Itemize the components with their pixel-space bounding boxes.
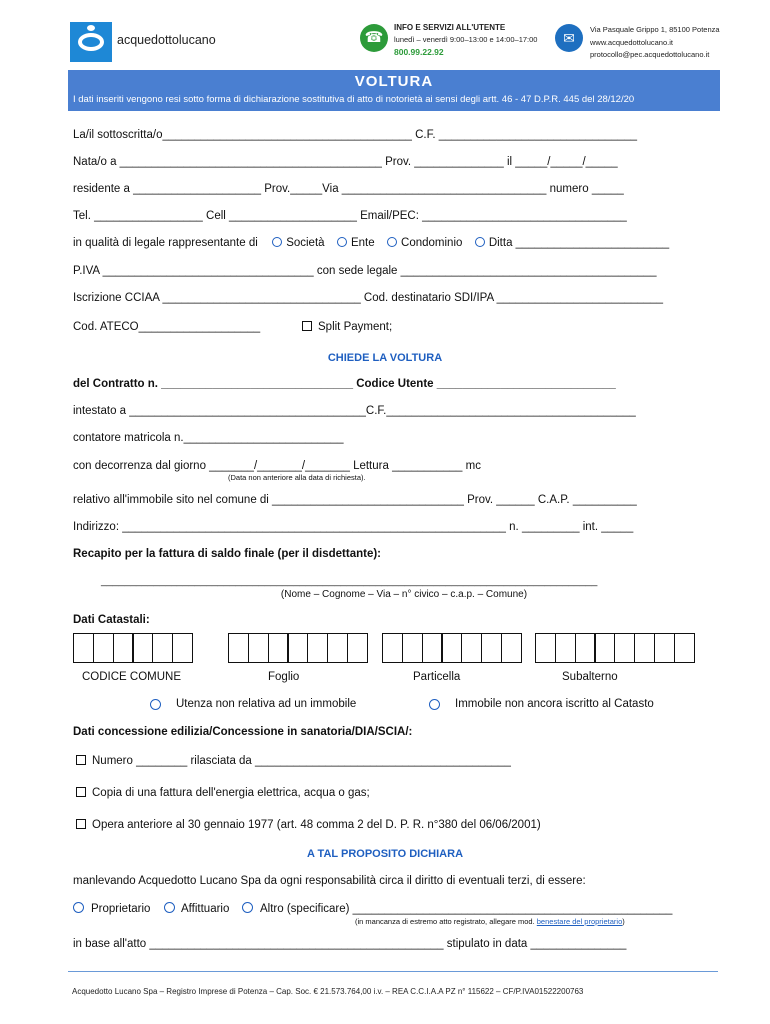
footer-divider [68, 971, 718, 972]
rappresentante-label: in qualità di legale rappresentante di [73, 237, 258, 249]
radio-ente[interactable]: Ente [337, 237, 375, 249]
checkbox-numero[interactable] [76, 755, 86, 765]
logo-text: acquedottolucano [117, 33, 216, 47]
recapito-label: Recapito per la fattura di saldo finale (per il disdettante): [73, 548, 381, 560]
title-banner [68, 70, 720, 111]
recapito-note: (Nome – Cognome – Via – n° civico – c.a.p. – Comune) [280, 589, 528, 600]
phone-icon: ☎ [360, 24, 388, 52]
footer-text: Acquedotto Lucano Spa – Registro Imprese di Potenza – Cap. Soc. € 21.573.764,00 i.v. – REA C.C.I.A.A PZ n° 115622 – CF/P.IVA01522200763 [72, 987, 584, 996]
label-codice-comune: CODICE COMUNE [82, 671, 182, 683]
label-proprietario: Proprietario [91, 903, 151, 915]
row-contatti[interactable]: Tel. _________________ Cell ____________________ Email/PEC: ________________________________ [73, 210, 627, 222]
particella-boxes[interactable] [382, 633, 521, 663]
concessione-opera-anteriore: Opera anteriore al 30 gennaio 1977 (art. 48 comma 2 del D. P. R. n°380 del 06/06/2001) [92, 819, 541, 831]
field-altro[interactable]: Altro (specificare) __________________________________________________ [260, 903, 673, 915]
radio-affittuario[interactable] [164, 902, 175, 913]
row-contatore[interactable]: contatore matricola n._________________________ [73, 432, 344, 444]
radio-ditta[interactable]: Ditta ________________________ [475, 237, 669, 249]
label-affittuario: Affittuario [181, 903, 230, 915]
decorrenza-note: (Data non anteriore alla data di richiesta). [228, 473, 366, 482]
radio-altro[interactable] [242, 902, 253, 913]
row-immobile[interactable]: relativo all'immobile sito nel comune di ______________________________ Prov. ______ C.A.P. __________ [73, 494, 637, 506]
subalterno-boxes[interactable] [535, 633, 694, 663]
info-title: INFO E SERVIZI ALL'UTENTE [394, 23, 506, 32]
codice-comune-boxes[interactable] [73, 633, 192, 663]
row-atto[interactable]: in base all'atto ______________________________________________ stipulato in data _______________ [73, 938, 627, 950]
concessione-numero[interactable]: Numero ________ rilasciata da ________________________________________ [92, 755, 511, 767]
row-piva[interactable]: P.IVA _________________________________ con sede legale ________________________________________ [73, 265, 657, 277]
row-indirizzo[interactable]: Indirizzo: ____________________________________________________________ n. _________ int. _____ [73, 521, 634, 533]
concessione-fattura: Copia di una fattura dell'energia elettrica, acqua o gas; [92, 787, 370, 799]
company-address: Via Pasquale Grippo 1, 85100 Potenza [590, 25, 720, 34]
radio-immobile-non-iscritto[interactable] [429, 699, 440, 710]
radio-societa[interactable]: Società [272, 237, 324, 249]
label-particella: Particella [413, 671, 461, 683]
info-phone[interactable]: 800.99.22.92 [394, 47, 444, 57]
row-residenza[interactable]: residente a ____________________ Prov._____Via ________________________________ numero _____ [73, 183, 624, 195]
benestare-link[interactable]: benestare del proprietario [536, 917, 623, 926]
split-payment-label: Split Payment; [318, 321, 393, 333]
label-subalterno: Subalterno [562, 671, 618, 683]
row-contratto[interactable]: del Contratto n. ______________________________ Codice Utente ____________________________ [73, 378, 616, 390]
banner-subtitle: I dati inseriti vengono resi sotto forma di dichiarazione sostitutiva di atto di notorietà ai sensi degli artt. 46 - 47 D.P.R. 445 del 28/12/20 [73, 94, 635, 105]
radio-proprietario[interactable] [73, 902, 84, 913]
row-cciaa[interactable]: Iscrizione CCIAA _______________________________ Cod. destinatario SDI/IPA __________________________ [73, 292, 663, 304]
catastali-title: Dati Catastali: [73, 614, 150, 626]
label-immobile-non-iscritto: Immobile non ancora iscritto al Catasto [455, 698, 654, 710]
foglio-boxes[interactable] [228, 633, 367, 663]
document-title: VOLTURA [354, 73, 434, 90]
section-dichiara: A TAL PROPOSITO DICHIARA [306, 848, 464, 860]
logo-icon [70, 22, 112, 62]
split-payment-checkbox[interactable] [302, 321, 312, 331]
company-pec[interactable]: protocollo@pec.acquedottolucano.it [590, 50, 710, 59]
row-rappresentante [73, 237, 669, 249]
row-ateco[interactable]: Cod. ATECO___________________ [73, 321, 261, 333]
mail-icon: ✉ [555, 24, 583, 52]
checkbox-opera-anteriore[interactable] [76, 819, 86, 829]
company-website[interactable]: www.acquedottolucano.it [590, 38, 673, 47]
label-utenza-non-immobile: Utenza non relativa ad un immobile [176, 698, 357, 710]
row-decorrenza[interactable]: con decorrenza dal giorno _______/_______/_______ Lettura ___________ mc [73, 460, 481, 472]
dichiara-text: manlevando Acquedotto Lucano Spa da ogni responsabilità circa il diritto di eventuali terzi, di essere: [73, 875, 586, 887]
section-chiede: CHIEDE LA VOLTURA [327, 352, 443, 364]
label-foglio: Foglio [268, 671, 300, 683]
row-intestato[interactable]: intestato a _____________________________________C.F._______________________________________ [73, 405, 636, 417]
info-hours: lunedì – venerdì 9:00–13:00 e 14:00–17:00 [394, 35, 538, 44]
row-nascita[interactable]: Nata/o a _________________________________________ Prov. ______________ il _____/_____/_____ [73, 156, 618, 168]
radio-utenza-non-immobile[interactable] [150, 699, 161, 710]
row-sottoscritto[interactable]: La/il sottoscritta/o_______________________________________ C.F. _______________________________ [73, 129, 638, 141]
concessione-title: Dati concessione edilizia/Concessione in sanatoria/DIA/SCIA/: [73, 726, 413, 738]
recapito-field[interactable]: _____________________________________________________________________________________ [101, 575, 598, 587]
checkbox-fattura[interactable] [76, 787, 86, 797]
dichiara-note: (in mancanza di estremo atto registrato, allegare mod. benestare del proprietario) [355, 917, 625, 926]
radio-condominio[interactable]: Condominio [387, 237, 462, 249]
